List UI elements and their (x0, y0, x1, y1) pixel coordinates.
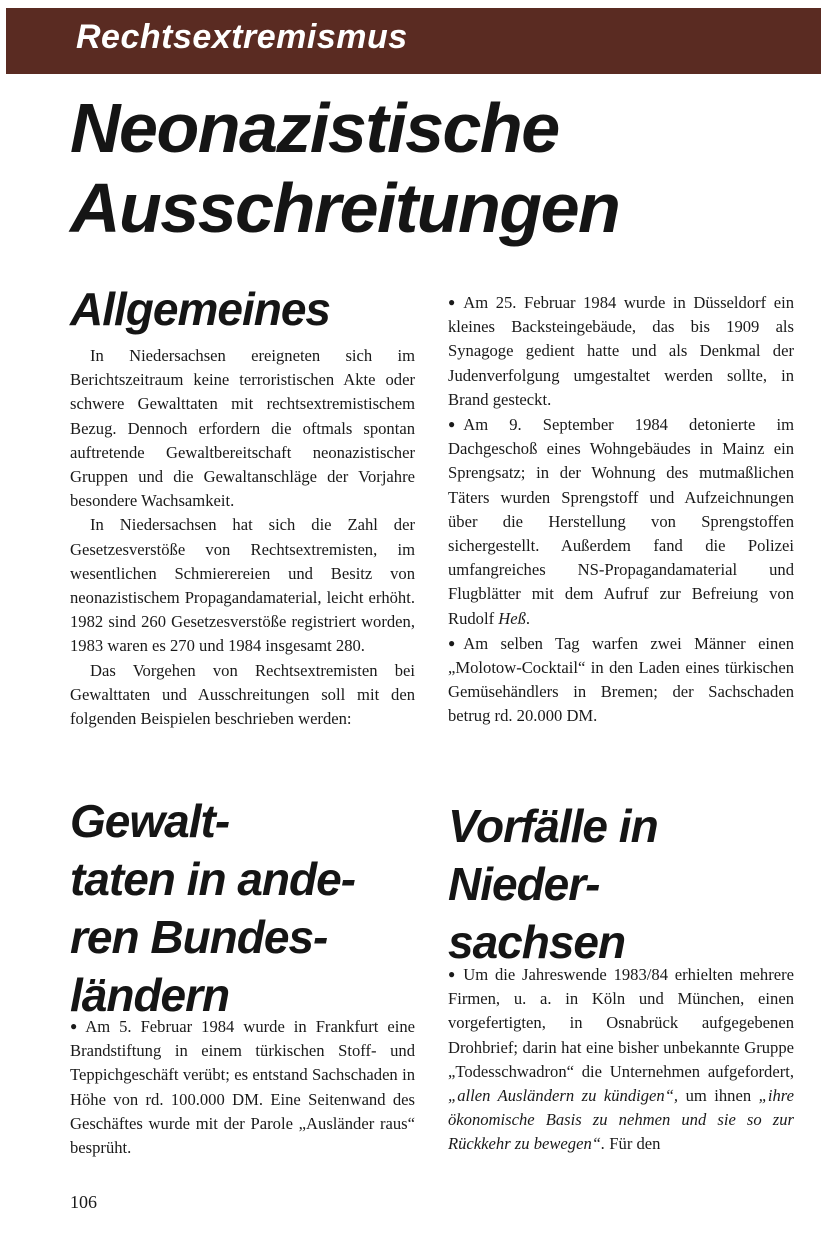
incident-bremen-text: Am selben Tag warfen zwei Männer einen „Molotow-Cocktail“ in den Laden eines türkischen Gemüsehändlers in Bremen; der Sachschaden betrug rd. 20.000 DM. (448, 633, 794, 726)
bullet-icon: ● (70, 1019, 78, 1033)
incident-drohbrief-mid: um ihnen (685, 1086, 752, 1106)
section-label: Rechtsextremismus (76, 18, 408, 56)
incident-drohbrief-quote-1: „allen Ausländern zu kündigen“, (448, 1086, 679, 1106)
other-states-text-block (70, 1014, 415, 1160)
incident-drohbrief-end: Für den (609, 1134, 661, 1154)
general-paragraph-3: Das Vorgehen von Rechtsextremisten bei Gewalttaten und Ausschreitungen soll mit den folgenden Beispielen beschrieben werden: (70, 660, 415, 729)
incident-mainz (448, 412, 794, 631)
bullet-icon: ● (448, 295, 456, 309)
incident-duesseldorf (448, 290, 794, 412)
incident-frankfurt (70, 1014, 415, 1160)
section-header-bar (6, 8, 821, 74)
heading-vorfaelle (448, 797, 658, 971)
incident-mainz-end: . (525, 608, 531, 628)
incident-drohbrief (448, 962, 794, 1157)
heading-vorfaelle-line-3: sachsen (448, 916, 626, 968)
heading-gewalttaten-line-3: ren Bundes- (70, 911, 328, 963)
heading-vorfaelle-line-2: Nieder- (448, 858, 600, 910)
general-paragraph-1: In Niedersachsen ereigneten sich im Berichtszeitraum keine terroristischen Akte oder schwere Gewalttaten mit rechtsextremistischem Bezug. Dennoch erfordern die oftmals spontan auftretende Gewaltbereitschaft neonazistischer Gruppen und die Gewaltanschläge der Vorjahre besondere Wachsamkeit. (70, 346, 415, 511)
bullet-icon: ● (448, 635, 456, 650)
bullet-icon: ● (448, 417, 456, 432)
page-headline (70, 88, 810, 248)
incident-drohbrief-quote-2: „ihre ökonomische Basis zu nehmen und sie so zur Rückkehr zu bewegen“. (448, 1086, 794, 1154)
general-paragraph-2: In Niedersachsen hat sich die Zahl der Gesetzesverstöße von Rechtsextremisten, im wesentlichen Schmierereien und Besitz von neonazistischem Propagandamaterial, leicht erhöht. 1982 sind 260 Gesetzesverstöße registriert worden, 1983 waren es 270 und 1984 insgesamt 280. (70, 515, 415, 656)
heading-gewalttaten-line-4: ländern (70, 969, 230, 1021)
heading-gewalttaten (70, 792, 355, 1024)
heading-gewalttaten-line-1: Gewalt- (70, 795, 230, 847)
heading-vorfaelle-line-1: Vorfälle in (448, 800, 658, 852)
incident-frankfurt-text: Am 5. Februar 1984 wurde in Frankfurt eine Brandstiftung in einem türkischen Stoff- und Teppichgeschäft verübt; es entstand Sachschaden in Höhe von rd. 100.000 DM. Eine Seitenwand des Geschäftes wurde mit der Parole „Ausländer raus“ besprüht. (70, 1017, 415, 1158)
incidents-right-block (448, 290, 794, 729)
headline-line-1: Neonazistische (70, 89, 559, 167)
heading-gewalttaten-line-2: taten in ande- (70, 853, 356, 905)
page-number: 106 (70, 1192, 97, 1212)
general-text-block (70, 344, 415, 731)
incident-duesseldorf-text: Am 25. Februar 1984 wurde in Düsseldorf ein kleines Backsteingebäude, das bis 1909 als Synagoge gedient hatte und als Denkmal der Judenverfolgung umgestaltet werden sollte, in Brand gesteckt. (448, 293, 794, 409)
heading-allgemeines (70, 280, 330, 338)
headline-line-2: Ausschreitungen (70, 169, 620, 247)
incident-mainz-text: Am 9. September 1984 detonierte im Dachgeschoß eines Wohngebäudes in Mainz ein Sprengsatz; in der Wohnung des mutmaßlichen Täters wurden Sprengstoff und Aufzeichnungen über die Herstellung von Sprengstoffen sichergestellt. Außerdem fand die Polizei umfangreiches NS-Propagandamaterial und Flugblätter mit dem Aufruf zur Befreiung von Rudolf (448, 415, 794, 628)
bullet-icon: ● (448, 967, 456, 981)
incident-mainz-name: Heß (498, 608, 526, 628)
incident-drohbrief-text: Um die Jahreswende 1983/84 erhielten mehrere Firmen, u. a. in Köln und München, einen vorgefertigten, in Osnabrück aufgegebenen Drohbrief; darin hat eine bisher unbekannte Gruppe „Todesschwadron“ die Unternehmen aufgefordert, (448, 965, 794, 1081)
lower-saxony-text-block (448, 962, 794, 1157)
heading-allgemeines-text: Allgemeines (70, 283, 330, 335)
incident-bremen (448, 631, 794, 729)
